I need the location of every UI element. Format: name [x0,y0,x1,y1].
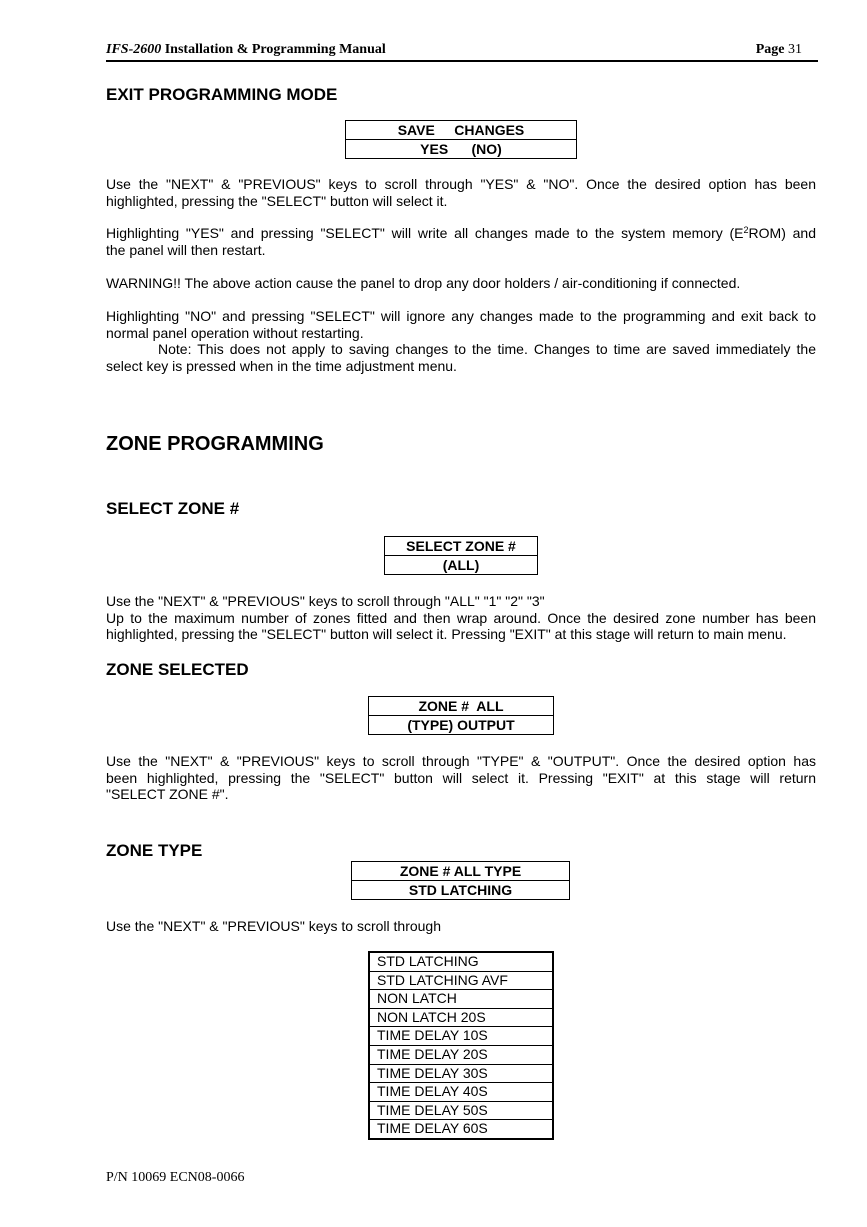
text-fragment: ROM) and [748,225,816,241]
zone-type-paragraph [106,918,816,935]
text-line: Use the "NEXT" & "PREVIOUS" keys to scroll through "YES" & "NO". Once the desired option has been [106,176,816,192]
page-footer: P/N 10069 ECN08-0066 [106,1170,245,1185]
zone-programming-heading: ZONE PROGRAMMING [106,433,324,455]
display-line-2: STD LATCHING [352,880,569,899]
text-line: Use the "NEXT" & "PREVIOUS" keys to scroll through [106,918,441,934]
text-line: normal panel operation without restarting. [106,324,364,341]
display-line-2: YES (NO) [346,139,576,158]
header-page-number: 31 [788,42,802,57]
exit-paragraph-1 [106,176,816,209]
text-line: highlighted, pressing the "SELECT" button will select it. [106,192,448,209]
text-line: "SELECT ZONE #". [106,786,229,802]
note-line: Note: This does not apply to saving changes to the time. Changes to time are saved immediately the [158,341,816,357]
list-item: NON LATCH 20S [370,1008,552,1027]
list-item: STD LATCHING [377,953,479,969]
note-line: select key is pressed when in the time adjustment menu. [106,357,457,374]
list-item: TIME DELAY 40S [370,1082,552,1101]
select-zone-display-box [384,536,538,575]
display-line-1: ZONE # ALL TYPE [399,863,522,879]
page-header [106,42,818,60]
zone-type-options-list [368,951,554,1140]
exit-programming-heading: EXIT PROGRAMMING MODE [106,85,338,104]
text-line: been highlighted, pressing the "SELECT" button will select it. Pressing "EXIT" at this stage will return [106,769,816,786]
display-line-1: SELECT ZONE # [406,538,516,554]
zone-selected-heading: ZONE SELECTED [106,660,249,679]
display-line-1: SAVE CHANGES [397,122,525,138]
superscript: 2 [743,225,749,235]
text-fragment: Highlighting "YES" and pressing "SELECT" will write all changes made to the system memory (E [106,225,744,241]
text-line [106,225,816,242]
display-line-2: (ALL) [385,555,537,574]
text-line: Highlighting "NO" and pressing "SELECT" will ignore any changes made to the programming and exit back to [106,308,816,324]
list-item: TIME DELAY 20S [370,1045,552,1064]
text-line: highlighted, pressing the "SELECT" button will select it. Pressing "EXIT" at this stage will return to main menu. [106,626,787,642]
list-item: STD LATCHING AVF [370,971,552,990]
zone-selected-display-box [368,696,554,735]
warning-paragraph [106,275,816,292]
header-model: IFS-2600 [106,42,162,57]
header-page [756,42,802,58]
select-zone-paragraph [106,593,816,643]
zone-type-display-box [351,861,570,900]
display-line-2: (TYPE) OUTPUT [369,715,553,734]
exit-paragraph-3 [106,308,816,374]
zone-type-heading: ZONE TYPE [106,841,203,860]
list-item: TIME DELAY 30S [370,1064,552,1083]
list-item: NON LATCH [370,989,552,1008]
display-line-1: ZONE # ALL [418,698,504,714]
header-page-label: Page [755,42,785,57]
text-line: Up to the maximum number of zones fitted and then wrap around. Once the desired zone number has been [106,609,816,626]
zone-selected-paragraph [106,753,816,803]
text-line: Use the "NEXT" & "PREVIOUS" keys to scroll through "ALL" "1" "2" "3" [106,593,545,609]
exit-paragraph-2 [106,225,816,258]
header-title [106,42,386,58]
text-line: Use the "NEXT" & "PREVIOUS" keys to scroll through "TYPE" & "OUTPUT". Once the desired option has [106,753,816,769]
header-manual-title: Installation & Programming Manual [161,42,386,57]
warning-text: WARNING!! The above action cause the panel to drop any door holders / air-conditioning if connected. [106,275,741,291]
text-line: the panel will then restart. [106,241,266,258]
list-item: TIME DELAY 10S [370,1026,552,1045]
exit-display-box [345,120,577,159]
header-rule [106,60,818,62]
list-item: TIME DELAY 60S [370,1119,552,1138]
select-zone-heading: SELECT ZONE # [106,499,240,518]
list-item: TIME DELAY 50S [370,1101,552,1120]
